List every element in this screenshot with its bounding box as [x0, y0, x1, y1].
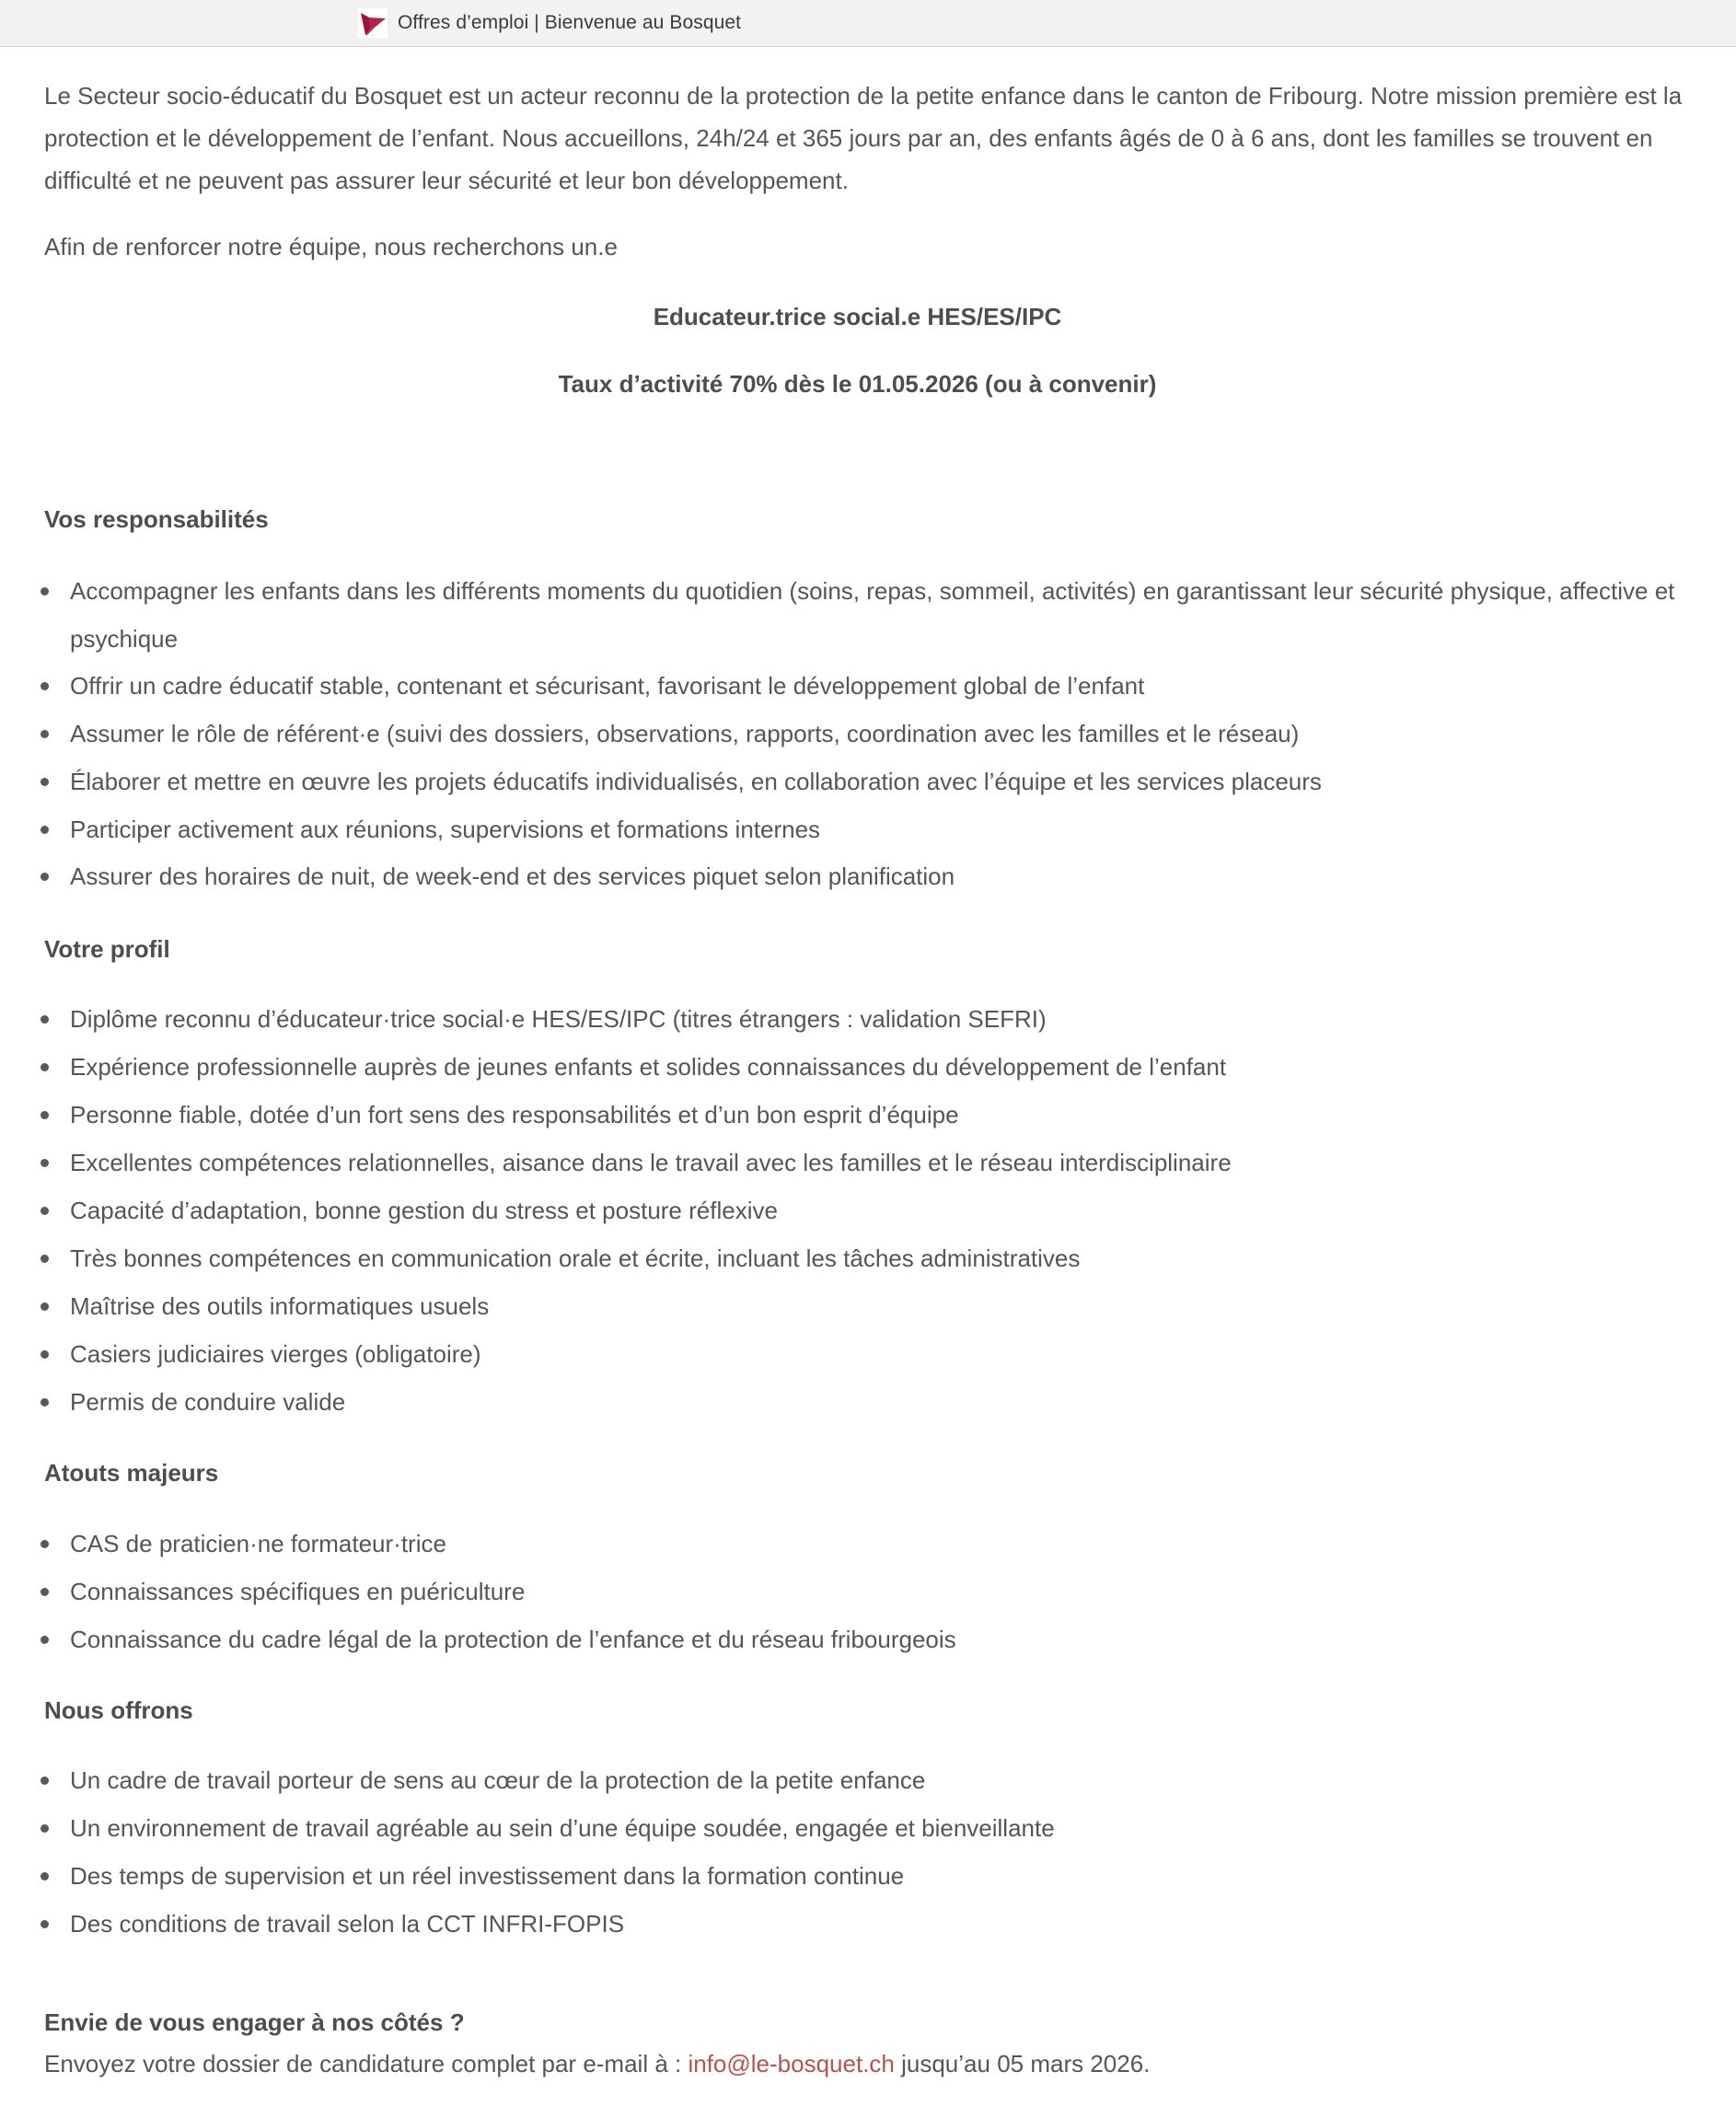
job-title: Educateur.trice social.e HES/ES/IPC	[653, 303, 1062, 330]
list-item: Des temps de supervision et un réel investissement dans la formation continue	[70, 1852, 1690, 1900]
list-item: Connaissances spécifiques en puériculture	[70, 1568, 1690, 1615]
email-link[interactable]: info@le-bosquet.ch	[688, 2050, 895, 2077]
list-item: Expérience professionnelle auprès de jeunes enfants et solides connaissances du développement de l’enfant	[70, 1043, 1690, 1091]
section-heading-offrons: Nous offrons	[44, 1696, 193, 1724]
list-item: Maîtrise des outils informatiques usuels	[70, 1282, 1690, 1330]
job-rate: Taux d’activité 70% dès le 01.05.2026 (ou à convenir)	[558, 370, 1157, 398]
list-item: Élaborer et mettre en œuvre les projets éducatifs individualisés, en collaboration avec l’équipe et les services placeurs	[70, 758, 1690, 805]
list-item: Permis de conduire valide	[70, 1378, 1690, 1426]
list-item: Capacité d’adaptation, bonne gestion du stress et posture réflexive	[70, 1186, 1690, 1234]
section-heading-profil: Votre profil	[44, 935, 170, 963]
list-item: Diplôme reconnu d’éducateur·trice social·e HES/ES/IPC (titres étrangers : validation SEFRI)	[70, 995, 1690, 1043]
list-item: Personne fiable, dotée d’un fort sens des responsabilités et d’un bon esprit d’équipe	[70, 1091, 1690, 1139]
apply-text	[44, 2042, 1150, 2085]
list-item: Des conditions de travail selon la CCT INFRI-FOPIS	[70, 1900, 1690, 1948]
list-item: Participer activement aux réunions, supervisions et formations internes	[70, 805, 1690, 853]
list-item: Assurer des horaires de nuit, de week-end et des services piquet selon planification	[70, 852, 1690, 900]
apply-text-before: Envoyez votre dossier de candidature complet par e-mail à :	[44, 2050, 689, 2077]
tab-title: Offres d’emploi | Bienvenue au Bosquet	[398, 12, 742, 33]
intro-lead: Afin de renforcer notre équipe, nous recherchons un.e	[44, 233, 618, 260]
list-item: Casiers judiciaires vierges (obligatoire)	[70, 1330, 1690, 1378]
section-heading-responsabilites: Vos responsabilités	[44, 505, 269, 533]
list-item: Excellentes compétences relationnelles, aisance dans le travail avec les familles et le réseau interdisciplinaire	[70, 1139, 1690, 1186]
list-item: Un cadre de travail porteur de sens au cœur de la protection de la petite enfance	[70, 1756, 1690, 1804]
section-heading-atouts: Atouts majeurs	[44, 1459, 219, 1487]
list-item: Accompagner les enfants dans les différents moments du quotidien (soins, repas, sommeil, activités) en garantissant leur sécurité physique, affective et psychique	[70, 567, 1690, 663]
list-item: CAS de praticien·ne formateur·trice	[70, 1520, 1690, 1568]
list-item: Très bonnes compétences en communication orale et écrite, incluant les tâches administratives	[70, 1234, 1690, 1282]
list-item: Connaissance du cadre légal de la protection de l’enfance et du réseau fribourgeois	[70, 1615, 1690, 1663]
intro-paragraph: Le Secteur socio-éducatif du Bosquet est un acteur reconnu de la protection de la petite enfance dans le canton de Fribourg. Notre mission première est la protection et le développement de l’enfant. Nous accueillons, 24h/24 et 365 jours par an, des enfants âgés de 0 à 6 ans, dont les familles se trouvent en difficulté et ne peuvent pas assurer leur sécurité et leur bon développement.	[44, 82, 1683, 194]
list-item: Offrir un cadre éducatif stable, contenant et sécurisant, favorisant le développement global de l’enfant	[70, 662, 1690, 710]
apply-heading: Envie de vous engager à nos côtés ?	[44, 2008, 465, 2036]
apply-text-after: jusqu’au 05 mars 2026.	[894, 2050, 1151, 2077]
list-item: Assumer le rôle de référent·e (suivi des dossiers, observations, rapports, coordination avec les familles et le réseau)	[70, 710, 1690, 758]
list-item: Un environnement de travail agréable au sein d’une équipe soudée, engagée et bienveillante	[70, 1804, 1690, 1852]
